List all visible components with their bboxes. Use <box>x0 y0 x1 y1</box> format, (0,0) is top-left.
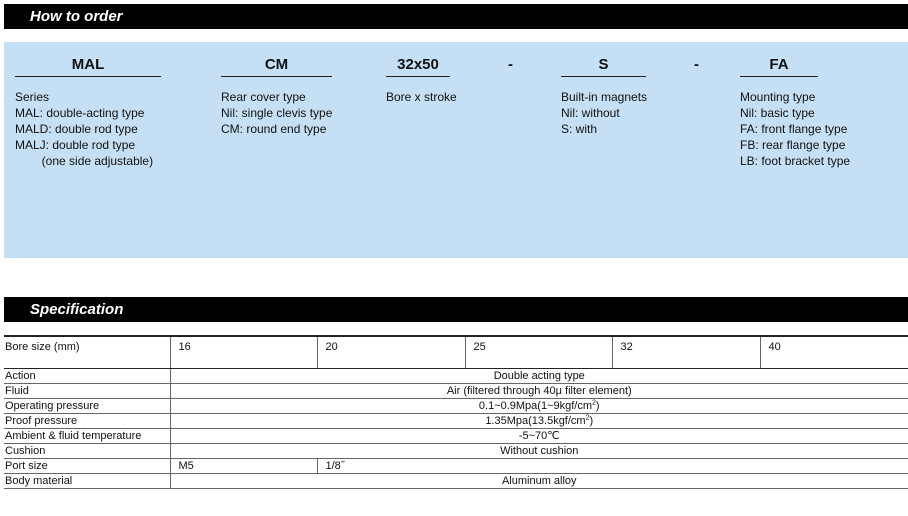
order-desc-series: Series MAL: double-acting type MALD: double rod type MALJ: double rod type (one side adjustable) <box>15 90 154 168</box>
table-header-row <box>4 336 908 369</box>
order-code-rear-cover: CM <box>221 56 332 77</box>
order-column-rear-cover <box>221 56 332 137</box>
order-separator-2: - <box>694 56 699 73</box>
how-to-order-title: How to order <box>30 8 123 25</box>
specification-header <box>4 297 908 322</box>
order-code-mounting: FA <box>740 56 818 77</box>
how-to-order-panel <box>4 42 908 258</box>
operating-pressure-label: Operating pressure <box>4 399 170 414</box>
temperature-label: Ambient & fluid temperature <box>4 429 170 444</box>
specification-title: Specification <box>30 301 124 318</box>
bore-16: 16 <box>170 336 317 369</box>
specification-table <box>4 335 908 489</box>
port-size-label: Port size <box>4 459 170 474</box>
order-code-series: MAL <box>15 56 161 77</box>
bore-32: 32 <box>612 336 760 369</box>
table-row <box>4 429 908 444</box>
bore-20: 20 <box>317 336 465 369</box>
bore-40: 40 <box>760 336 908 369</box>
order-separator-1: - <box>508 56 513 73</box>
action-value: Double acting type <box>170 369 908 384</box>
body-material-label: Body material <box>4 474 170 489</box>
order-code-magnets: S <box>561 56 646 77</box>
bore-25: 25 <box>465 336 612 369</box>
order-desc-magnets: Built-in magnets Nil: without S: with <box>561 90 648 136</box>
order-desc-mounting: Mounting type Nil: basic type FA: front flange type FB: rear flange type LB: foot bracket type <box>740 90 851 168</box>
temperature-value: -5~70℃ <box>170 429 908 444</box>
table-row <box>4 369 908 384</box>
order-column-series <box>15 56 161 169</box>
body-material-value: Aluminum alloy <box>170 474 908 489</box>
table-row <box>4 384 908 399</box>
operating-pressure-value: $0.1\sim 0.9Mpa(1\sim 9kgf/cm^2)$ <box>170 399 908 414</box>
order-column-magnets <box>561 56 647 137</box>
order-desc-rear-cover: Rear cover type Nil: single clevis type CM: round end type <box>221 90 333 136</box>
cushion-label: Cushion <box>4 444 170 459</box>
how-to-order-header <box>4 4 908 29</box>
cushion-value: Without cushion <box>170 444 908 459</box>
proof-pressure-value: $1.35Mpa(13.5kgf/cm^2)$ <box>170 414 908 429</box>
order-column-mounting <box>740 56 850 169</box>
table-row <box>4 414 908 429</box>
bore-size-label: Bore size (mm) <box>4 336 170 369</box>
table-row <box>4 444 908 459</box>
table-row <box>4 459 908 474</box>
proof-pressure-label: Proof pressure <box>4 414 170 429</box>
fluid-value: Air (filtered through 40μ filter element) <box>170 384 908 399</box>
order-code-bore-stroke: 32x50 <box>386 56 450 77</box>
fluid-label: Fluid <box>4 384 170 399</box>
port-size-eighth: 1/8˝ <box>317 459 908 474</box>
action-label: Action <box>4 369 170 384</box>
table-row <box>4 399 908 414</box>
order-column-bore-stroke <box>386 56 457 105</box>
order-desc-bore-stroke: Bore x stroke <box>386 90 457 104</box>
table-row <box>4 474 908 489</box>
port-size-m5: M5 <box>170 459 317 474</box>
